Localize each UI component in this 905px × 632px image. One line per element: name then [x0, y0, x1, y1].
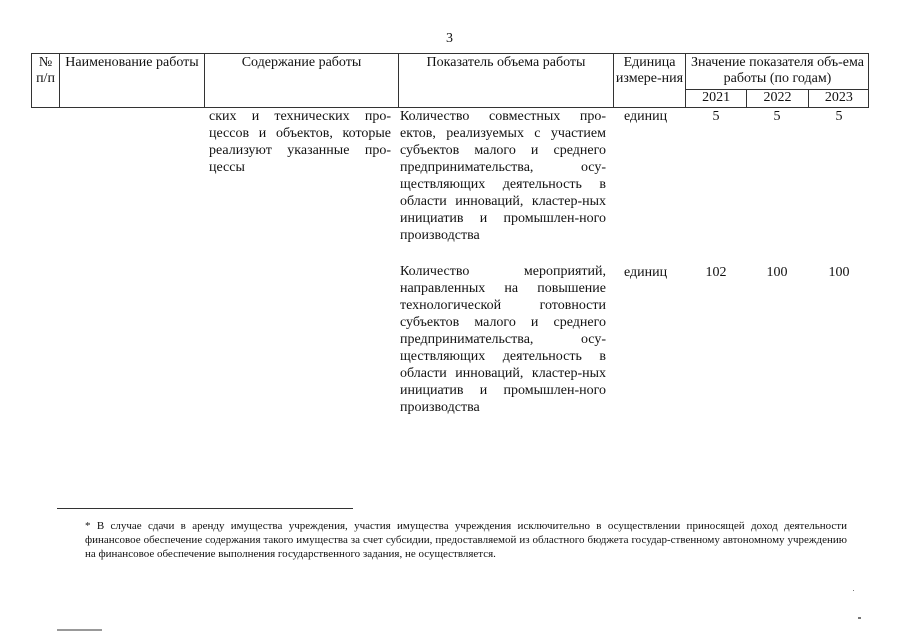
footnote: [57, 519, 847, 561]
unit-text: единиц: [624, 265, 668, 280]
header-indicator: Показатель объема работы: [399, 54, 614, 107]
header-values-title: Значение показателя объ-ема работы (по годам): [686, 54, 869, 90]
header-values: [686, 54, 869, 107]
header-years: [686, 90, 869, 107]
header-unit: Единица измере-ния: [614, 54, 686, 107]
page-number: 3: [446, 31, 453, 46]
value-2023: 100: [828, 265, 850, 280]
header-number: № п/п: [32, 54, 60, 107]
value-2022: 100: [766, 265, 788, 280]
value-2021: 102: [705, 265, 727, 280]
scan-speck: [858, 617, 861, 619]
header-year: 2022: [747, 90, 808, 107]
header-year: 2023: [824, 90, 853, 105]
indicator-text: Количество мероприятий, направленных на повышение технологической готовности субъектов малого и среднего предпринимательства, осу-ществляющих деятельность в области инноваций, кластер-ных инициатив и промышлен-ного производства: [400, 264, 606, 415]
work-content-text: ских и технических про-цессов и объектов, которые реализуют указанные про-цессы: [209, 109, 391, 175]
header-work-name: Наименование работы: [60, 54, 205, 107]
footnote-separator: [57, 508, 353, 509]
header-work-content: Содержание работы: [205, 54, 399, 107]
table-header: [31, 53, 869, 108]
scan-edge-mark: [57, 629, 102, 631]
value-2022: 5: [773, 109, 781, 124]
value-2023: 5: [835, 109, 843, 124]
header-year: 2021: [686, 90, 747, 107]
indicator-text: Количество совместных про-ектов, реализуемых с участием субъектов малого и среднего предпринимательства, осу-ществляющих деятельность в области инноваций, кластер-ных инициатив и промышлен-ного производства: [400, 109, 606, 243]
scan-speck: [853, 590, 854, 591]
footnote-text: * В случае сдачи в аренду имущества учреждения, участия имущества учреждения исключительно в осуществлении приносящей доход деятельности финансовое обеспечение содержания такого имущества за счет субсидии, предоставляемой из областного бюджета государ-ственному автономному учреждению на финансовое обеспечение выполнения государственного задания, не осуществляется.: [85, 520, 847, 560]
unit-text: единиц: [624, 109, 668, 124]
value-2021: 5: [712, 109, 720, 124]
